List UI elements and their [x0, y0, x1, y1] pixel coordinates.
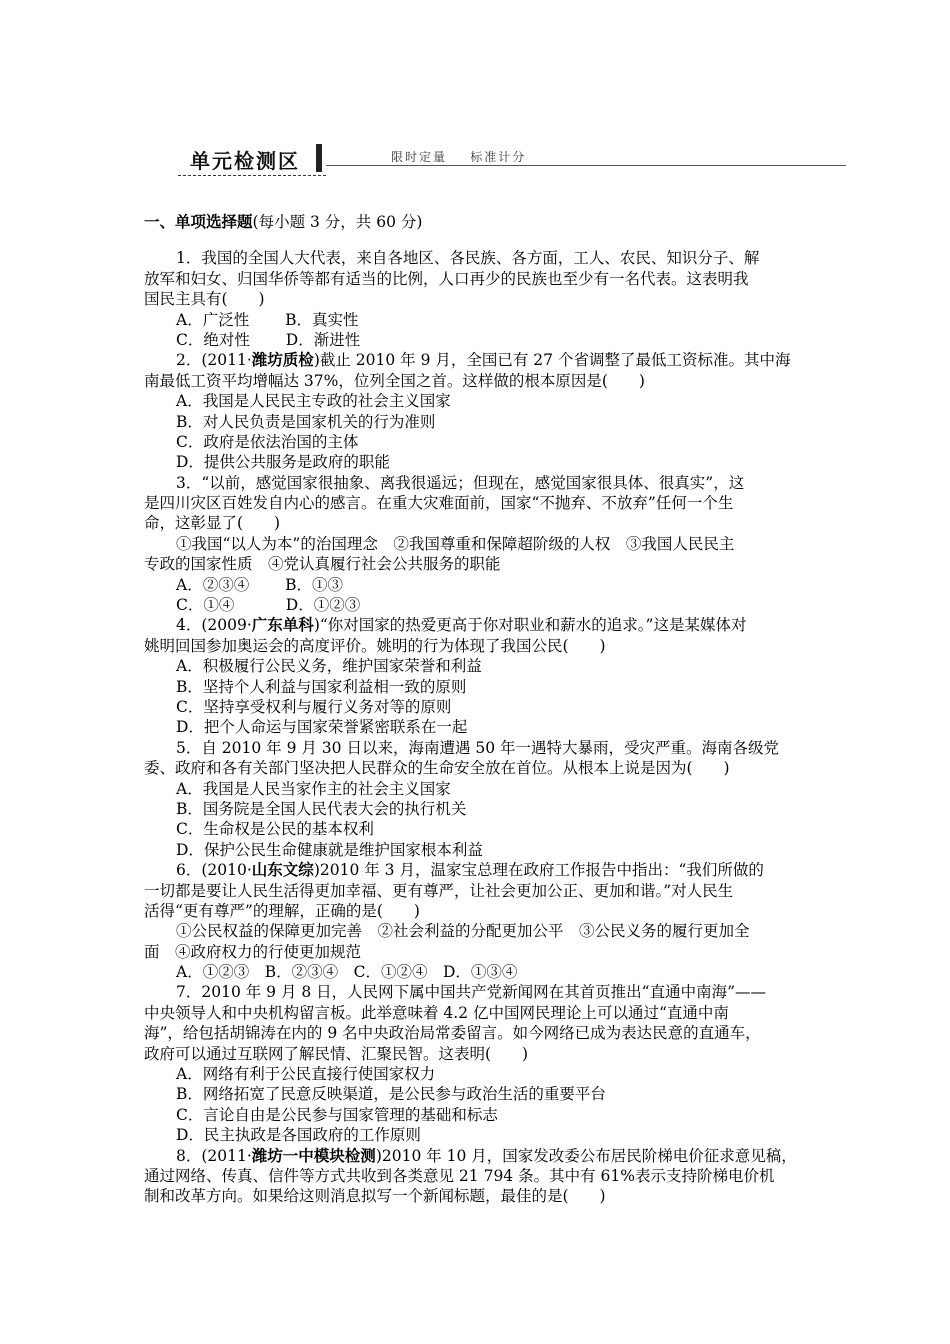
text-line: [144, 942, 808, 962]
line-text: D．把个人命运与国家荣誉紧密联系在一起: [176, 718, 468, 737]
text-line: [144, 860, 808, 880]
line-text: 2．(2011·: [176, 351, 252, 370]
line-text: 南最低工资平均增幅达 37%，位列全国之首。这样做的根本原因是( ): [144, 371, 645, 390]
line-text: 放军和妇女、归国华侨等都有适当的比例，人口再少的民族也至少有一名代表。这表明我: [144, 269, 749, 288]
text-line: [144, 738, 808, 758]
text-line: [144, 330, 808, 350]
text-line: [144, 881, 808, 901]
line-text: C．绝对性 D．渐进性: [176, 330, 361, 349]
line-text: D．保护公民生命健康就是维护国家根本利益: [176, 840, 483, 859]
line-text: 制和改革方向。如果给这则消息拟写一个新闻标题，最佳的是( ): [144, 1187, 606, 1206]
line-text: 4．(2009·: [176, 616, 252, 635]
text-line: [144, 901, 808, 921]
line-text: 7．2010 年 9 月 8 日，人民网下属中国共产党新闻网在其首页推出“直通中南海”——: [176, 983, 767, 1002]
line-text: D．提供公共服务是政府的职能: [176, 453, 390, 472]
question-source: 潍坊质检: [251, 351, 314, 370]
line-text: ①公民权益的保障更加完善 ②社会利益的分配更加公平 ③公民义务的履行更加全: [176, 922, 750, 941]
text-line: [144, 432, 808, 452]
line-text: 姚明回国参加奥运会的高度评价。姚明的行为体现了我国公民( ): [144, 636, 606, 655]
text-line: [144, 779, 808, 799]
text-line: [144, 717, 808, 737]
text-line: [144, 310, 808, 330]
text-line: [144, 1105, 808, 1125]
line-text: B．坚持个人利益与国家利益相一致的原则: [176, 677, 467, 696]
line-text: )截止 2010 年 9 月，全国已有 27 个省调整了最低工资标准。其中海: [313, 351, 791, 370]
header-title: 单元检测区: [190, 149, 300, 173]
line-text: 命，这彰显了( ): [144, 514, 281, 533]
text-line: [144, 248, 808, 268]
line-text: B．网络拓宽了民意反映渠道，是公民参与政治生活的重要平台: [176, 1085, 606, 1104]
line-text: 5．自 2010 年 9 月 30 日以来，海南遭遇 50 年一遇特大暴雨，受灾严重。海南各级党: [176, 738, 780, 757]
text-line: [144, 1044, 808, 1064]
line-text: C．坚持享受权利与履行义务对等的原则: [176, 697, 452, 716]
line-text: ①我国“以人为本”的治国理念 ②我国尊重和保障超阶级的人权 ③我国人民民主: [176, 534, 735, 553]
question-lines: [144, 248, 808, 1206]
text-line: [144, 840, 808, 860]
line-text: 1．我国的全国人大代表，来自各地区、各民族、各方面，工人、农民、知识分子、解: [176, 249, 760, 268]
header-subtitle: 限时定量 标准计分: [391, 150, 527, 164]
text-line: [144, 758, 808, 778]
line-text: )“你对国家的热爱更高于你对职业和薪水的追求。”这是某媒体对: [313, 616, 747, 635]
line-text: C．政府是依法治国的主体: [176, 432, 359, 451]
text-line: [144, 391, 808, 411]
text-line: [144, 452, 808, 472]
section-heading: [144, 212, 808, 232]
text-line: [144, 350, 808, 370]
text-line: [144, 269, 808, 289]
text-line: [144, 1186, 808, 1206]
section-title: 一、单项选择题: [144, 213, 253, 231]
line-text: A．积极履行公民义务，维护国家荣誉和利益: [176, 657, 482, 676]
line-text: C．生命权是公民的基本权利: [176, 820, 374, 839]
line-text: 专政的国家性质 ④党认真履行社会公共服务的职能: [144, 555, 501, 574]
line-text: )2010 年 10 月，国家发改委公布居民阶梯电价征求意见稿，: [375, 1146, 797, 1165]
text-line: [144, 1166, 808, 1186]
line-text: 6．(2010·: [176, 861, 252, 880]
text-line: [144, 921, 808, 941]
line-text: 国民主具有( ): [144, 290, 265, 309]
text-line: [144, 819, 808, 839]
header-bar-decoration: [316, 144, 322, 172]
header-rule: [326, 165, 846, 166]
line-text: 面 ④政府权力的行使更加规范: [144, 942, 362, 961]
line-text: 通过网络、传真、信件等方式共收到各类意见 21 794 条。其中有 61%表示支持阶梯电价机: [144, 1166, 775, 1185]
text-line: [144, 575, 808, 595]
text-line: [144, 595, 808, 615]
line-text: A．②③④ B．①③: [176, 575, 344, 594]
text-line: [144, 677, 808, 697]
line-text: A．①②③ B．②③④ C．①②④ D．①③④: [176, 963, 518, 982]
line-text: 活得“更有尊严”的理解，正确的是( ): [144, 901, 420, 920]
section-note: (每小题 3 分，共 60 分): [252, 213, 423, 231]
line-text: C．言论自由是公民参与国家管理的基础和标志: [176, 1105, 498, 1124]
text-line: [144, 697, 808, 717]
text-line: [144, 554, 808, 574]
line-text: )2010 年 3 月，温家宝总理在政府工作报告中指出：“我们所做的: [313, 861, 764, 880]
header-dashed-underline: [178, 175, 326, 176]
line-text: C．①④ D．①②③: [176, 596, 361, 615]
line-text: 政府可以通过互联网了解民情、汇聚民智。这表明( ): [144, 1044, 529, 1063]
question-content: [144, 212, 808, 1207]
line-text: 委、政府和各有关部门坚决把人民群众的生命安全放在首位。从根本上说是因为( ): [144, 759, 730, 778]
text-line: [144, 289, 808, 309]
text-line: [144, 962, 808, 982]
text-line: [144, 1146, 808, 1166]
line-text: B．国务院是全国人民代表大会的执行机关: [176, 799, 467, 818]
line-text: A．我国是人民当家作主的社会主义国家: [176, 779, 451, 798]
text-line: [144, 473, 808, 493]
line-text: A．我国是人民民主专政的社会主义国家: [176, 392, 451, 411]
text-line: [144, 615, 808, 635]
text-line: [144, 799, 808, 819]
question-source: 广东单科: [251, 616, 314, 635]
line-text: 是四川灾区百姓发自内心的感言。在重大灾难面前，国家“不抛弃、不放弃”任何一个生: [144, 494, 734, 513]
text-line: [144, 1003, 808, 1023]
question-source: 山东文综: [251, 861, 314, 880]
text-line: [144, 513, 808, 533]
text-line: [144, 493, 808, 513]
text-line: [144, 1023, 808, 1043]
line-text: D．民主执政是各国政府的工作原则: [176, 1126, 421, 1145]
line-text: 海”，给包括胡锦涛在内的 9 名中央政治局常委留言。如今网络已成为表达民意的直通车，: [144, 1024, 761, 1043]
text-line: [144, 982, 808, 1002]
line-text: 3．“以前，感觉国家很抽象、离我很遥远；但现在，感觉国家很具体、很真实”，这: [176, 473, 745, 492]
text-line: [144, 371, 808, 391]
text-line: [144, 1125, 808, 1145]
line-text: 8．(2011·: [176, 1146, 252, 1165]
line-text: 一切都是要让人民生活得更加幸福、更有尊严，让社会更加公正、更加和谐。”对人民生: [144, 881, 734, 900]
line-text: 中央领导人和中央机构留言板。此举意味着 4.2 亿中国网民理论上可以通过“直通中南: [144, 1003, 729, 1022]
line-text: B．对人民负责是国家机关的行为准则: [176, 412, 436, 431]
section-header: [178, 142, 846, 178]
text-line: [144, 656, 808, 676]
text-line: [144, 534, 808, 554]
text-line: [144, 1084, 808, 1104]
question-source: 潍坊一中模块检测: [251, 1146, 376, 1165]
line-text: A．广泛性 B．真实性: [176, 310, 359, 329]
line-text: A．网络有利于公民直接行使国家权力: [176, 1065, 436, 1084]
text-line: [144, 412, 808, 432]
text-line: [144, 1064, 808, 1084]
text-line: [144, 636, 808, 656]
